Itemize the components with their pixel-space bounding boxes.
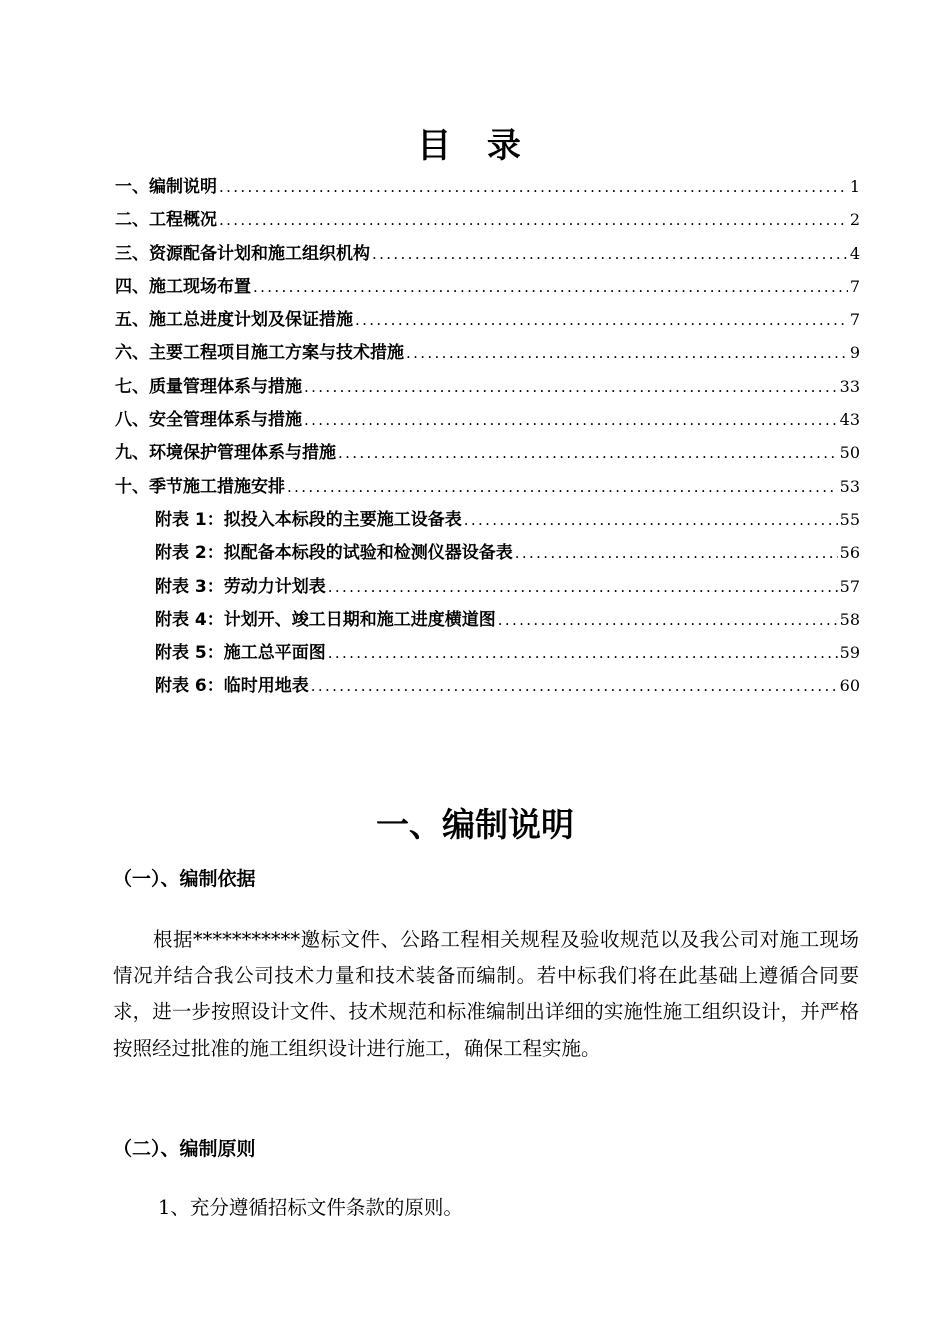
principle-heading: （二）、编制原则 [113, 1138, 256, 1160]
toc-entry-label: 十、季节施工措施安排 [115, 476, 285, 497]
section-title: 一、编制说明 [376, 805, 574, 844]
toc-entry-page: 43 [839, 410, 860, 430]
toc-entry[interactable] [115, 436, 860, 469]
toc-leader-dots [404, 337, 848, 370]
toc-leader-dots [326, 637, 838, 670]
toc-list [115, 170, 860, 703]
toc-entry[interactable] [115, 237, 860, 270]
toc-leader-dots [302, 404, 838, 437]
toc-entry-label: 附表 1：拟投入本标段的主要施工设备表 [155, 509, 462, 530]
toc-entry[interactable] [115, 370, 860, 403]
toc-leader-dots [251, 271, 848, 304]
toc-entry-page: 55 [839, 509, 860, 529]
toc-entry-label: 附表 6：临时用地表 [155, 676, 309, 697]
toc-appendix-entry[interactable] [115, 536, 860, 569]
toc-entry-label: 九、环境保护管理体系与措施 [115, 443, 336, 464]
toc-entry-page: 33 [839, 376, 860, 396]
toc-entry-page: 4 [849, 243, 860, 263]
toc-leader-dots [370, 238, 848, 271]
toc-leader-dots [285, 471, 838, 504]
toc-entry-page: 56 [839, 543, 860, 563]
toc-entry-page: 59 [839, 643, 860, 663]
toc-appendix-entry[interactable] [115, 570, 860, 603]
toc-entry[interactable] [115, 336, 860, 369]
toc-leader-dots [326, 571, 838, 604]
toc-entry[interactable] [115, 170, 860, 203]
toc-entry-label: 六、主要工程项目施工方案与技术措施 [115, 343, 404, 364]
toc-entry-page: 7 [849, 276, 860, 296]
toc-entry[interactable] [115, 303, 860, 336]
toc-leader-dots [336, 437, 838, 470]
basis-heading: （一）、编制依据 [113, 868, 256, 890]
toc-entry-page: 9 [849, 343, 860, 363]
toc-leader-dots [496, 604, 838, 637]
toc-entry[interactable] [115, 403, 860, 436]
toc-entry-label: 三、资源配备计划和施工组织机构 [115, 243, 370, 264]
toc-entry-label: 四、施工现场布置 [115, 276, 251, 297]
toc-entry-page: 50 [839, 443, 860, 463]
toc-entry-label: 二、工程概况 [115, 210, 217, 231]
toc-entry-label: 五、施工总进度计划及保证措施 [115, 310, 353, 331]
toc-entry-page: 57 [839, 576, 860, 596]
toc-entry-label: 附表 5：施工总平面图 [155, 643, 326, 664]
toc-entry[interactable] [115, 470, 860, 503]
toc-appendix-entry[interactable] [115, 603, 860, 636]
toc-entry-page: 60 [839, 676, 860, 696]
principle-item: 1、充分遵循招标文件条款的原则。 [158, 1196, 463, 1219]
toc-leader-dots [353, 304, 848, 337]
toc-appendix-entry[interactable] [115, 669, 860, 702]
toc-appendix-entry[interactable] [115, 503, 860, 536]
toc-entry-page: 2 [849, 210, 860, 230]
toc-entry[interactable] [115, 270, 860, 303]
toc-leader-dots [302, 371, 838, 404]
toc-leader-dots [309, 670, 838, 703]
toc-entry-label: 附表 2：拟配备本标段的试验和检测仪器设备表 [155, 543, 513, 564]
toc-entry-label: 附表 4：计划开、竣工日期和施工进度横道图 [155, 609, 496, 630]
toc-leader-dots [217, 204, 848, 237]
toc-leader-dots [217, 171, 848, 204]
toc-entry[interactable] [115, 203, 860, 236]
toc-entry-page: 58 [839, 609, 860, 629]
toc-entry-label: 八、安全管理体系与措施 [115, 410, 302, 431]
toc-entry-page: 1 [849, 177, 860, 196]
toc-entry-label: 附表 3：劳动力计划表 [155, 576, 326, 597]
toc-entry-page: 7 [849, 310, 860, 330]
toc-leader-dots [462, 504, 838, 537]
basis-paragraph: 根据***********邀标文件、公路工程相关规程及验收规范以及我公司对施工现场情况并结合我公司技术力量和技术装备而编制。若中标我们将在此基础上遵循合同要求，进一步按照设计文件、技术规范和标准编制出详细的实施性施工组织设计，并严格按照经过批准的施工组织设计进行施工，确保工程实施。 [113, 928, 859, 1060]
toc-title: 目 录 [417, 126, 533, 166]
toc-entry-label: 七、质量管理体系与措施 [115, 376, 302, 397]
toc-entry-label: 一、编制说明 [115, 177, 217, 197]
toc-leader-dots [513, 537, 838, 570]
toc-entry-page: 53 [839, 476, 860, 496]
toc-appendix-entry[interactable] [115, 636, 860, 669]
